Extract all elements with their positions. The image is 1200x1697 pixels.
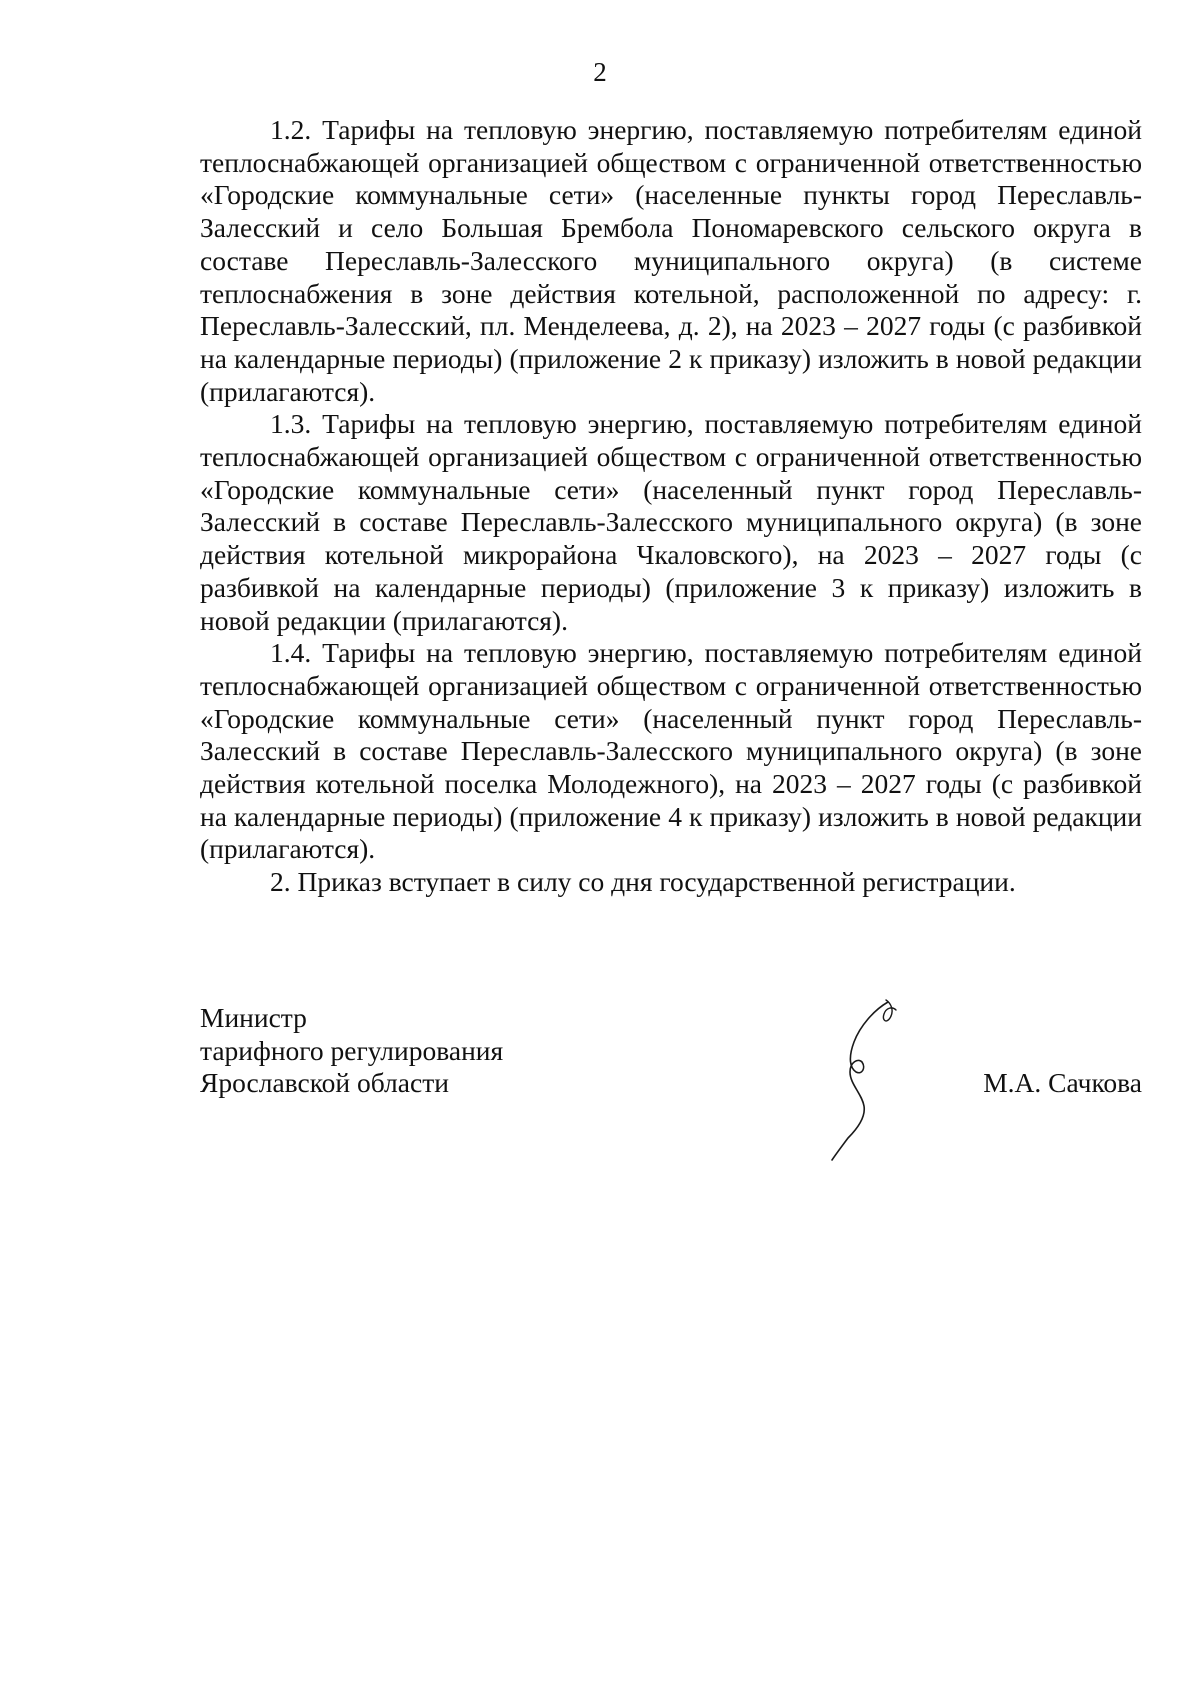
- paragraph-2: 2. Приказ вступает в силу со дня государственной регистрации.: [270, 866, 1016, 898]
- paragraph-1-3: 1.3. Тарифы на тепловую энергию, поставляемую потребителям единой теплоснабжающей организацией обществом с ограниченной ответственностью «Городские коммунальные сети» (населенный пункт город Переславль-Залесский в составе Переславль-Залесского муниципального округа) (в зоне действия котельной микрорайона Чкаловского), на 2023 – 2027 годы (с разбивкой на календарные периоды) (приложение 3 к приказу) изложить в новой редакции (прилагаются).: [200, 408, 1142, 636]
- position-line-2: тарифного регулирования: [200, 1034, 504, 1066]
- paragraph-1-4: 1.4. Тарифы на тепловую энергию, поставляемую потребителям единой теплоснабжающей организацией обществом с ограниченной ответственностью «Городские коммунальные сети» (населенный пункт город Переславль-Залесский в составе Переславль-Залесского муниципального округа) (в зоне действия котельной поселка Молодежного), на 2023 – 2027 годы (с разбивкой на календарные периоды) (приложение 4 к приказу) изложить в новой редакции (прилагаются).: [200, 637, 1142, 865]
- document-body: [200, 114, 1142, 899]
- handwritten-signature: [810, 998, 910, 1163]
- paragraph-1-2: 1.2. Тарифы на тепловую энергию, поставляемую потребителям единой теплоснабжающей организацией обществом с ограниченной ответственностью «Городские коммунальные сети» (населенные пункты город Переславль-Залесский и село Большая Брембола Пономаревского сельского округа в составе Переславль-Залесского муниципального округа) (в системе теплоснабжения в зоне действия котельной, расположенной по адресу: г. Переславль-Залесский, пл. Менделеева, д. 2), на 2023 – 2027 годы (с разбивкой на календарные периоды) (приложение 2 к приказу) изложить в новой редакции (прилагаются).: [200, 114, 1142, 407]
- position-line-1: Министр: [200, 1002, 307, 1033]
- signature-block: [200, 1002, 1142, 1162]
- signer-position: [200, 1002, 503, 1100]
- position-line-3: Ярославской области: [200, 1067, 449, 1099]
- page-number: 2: [593, 57, 607, 87]
- signer-name: М.А. Сачкова: [983, 1067, 1142, 1098]
